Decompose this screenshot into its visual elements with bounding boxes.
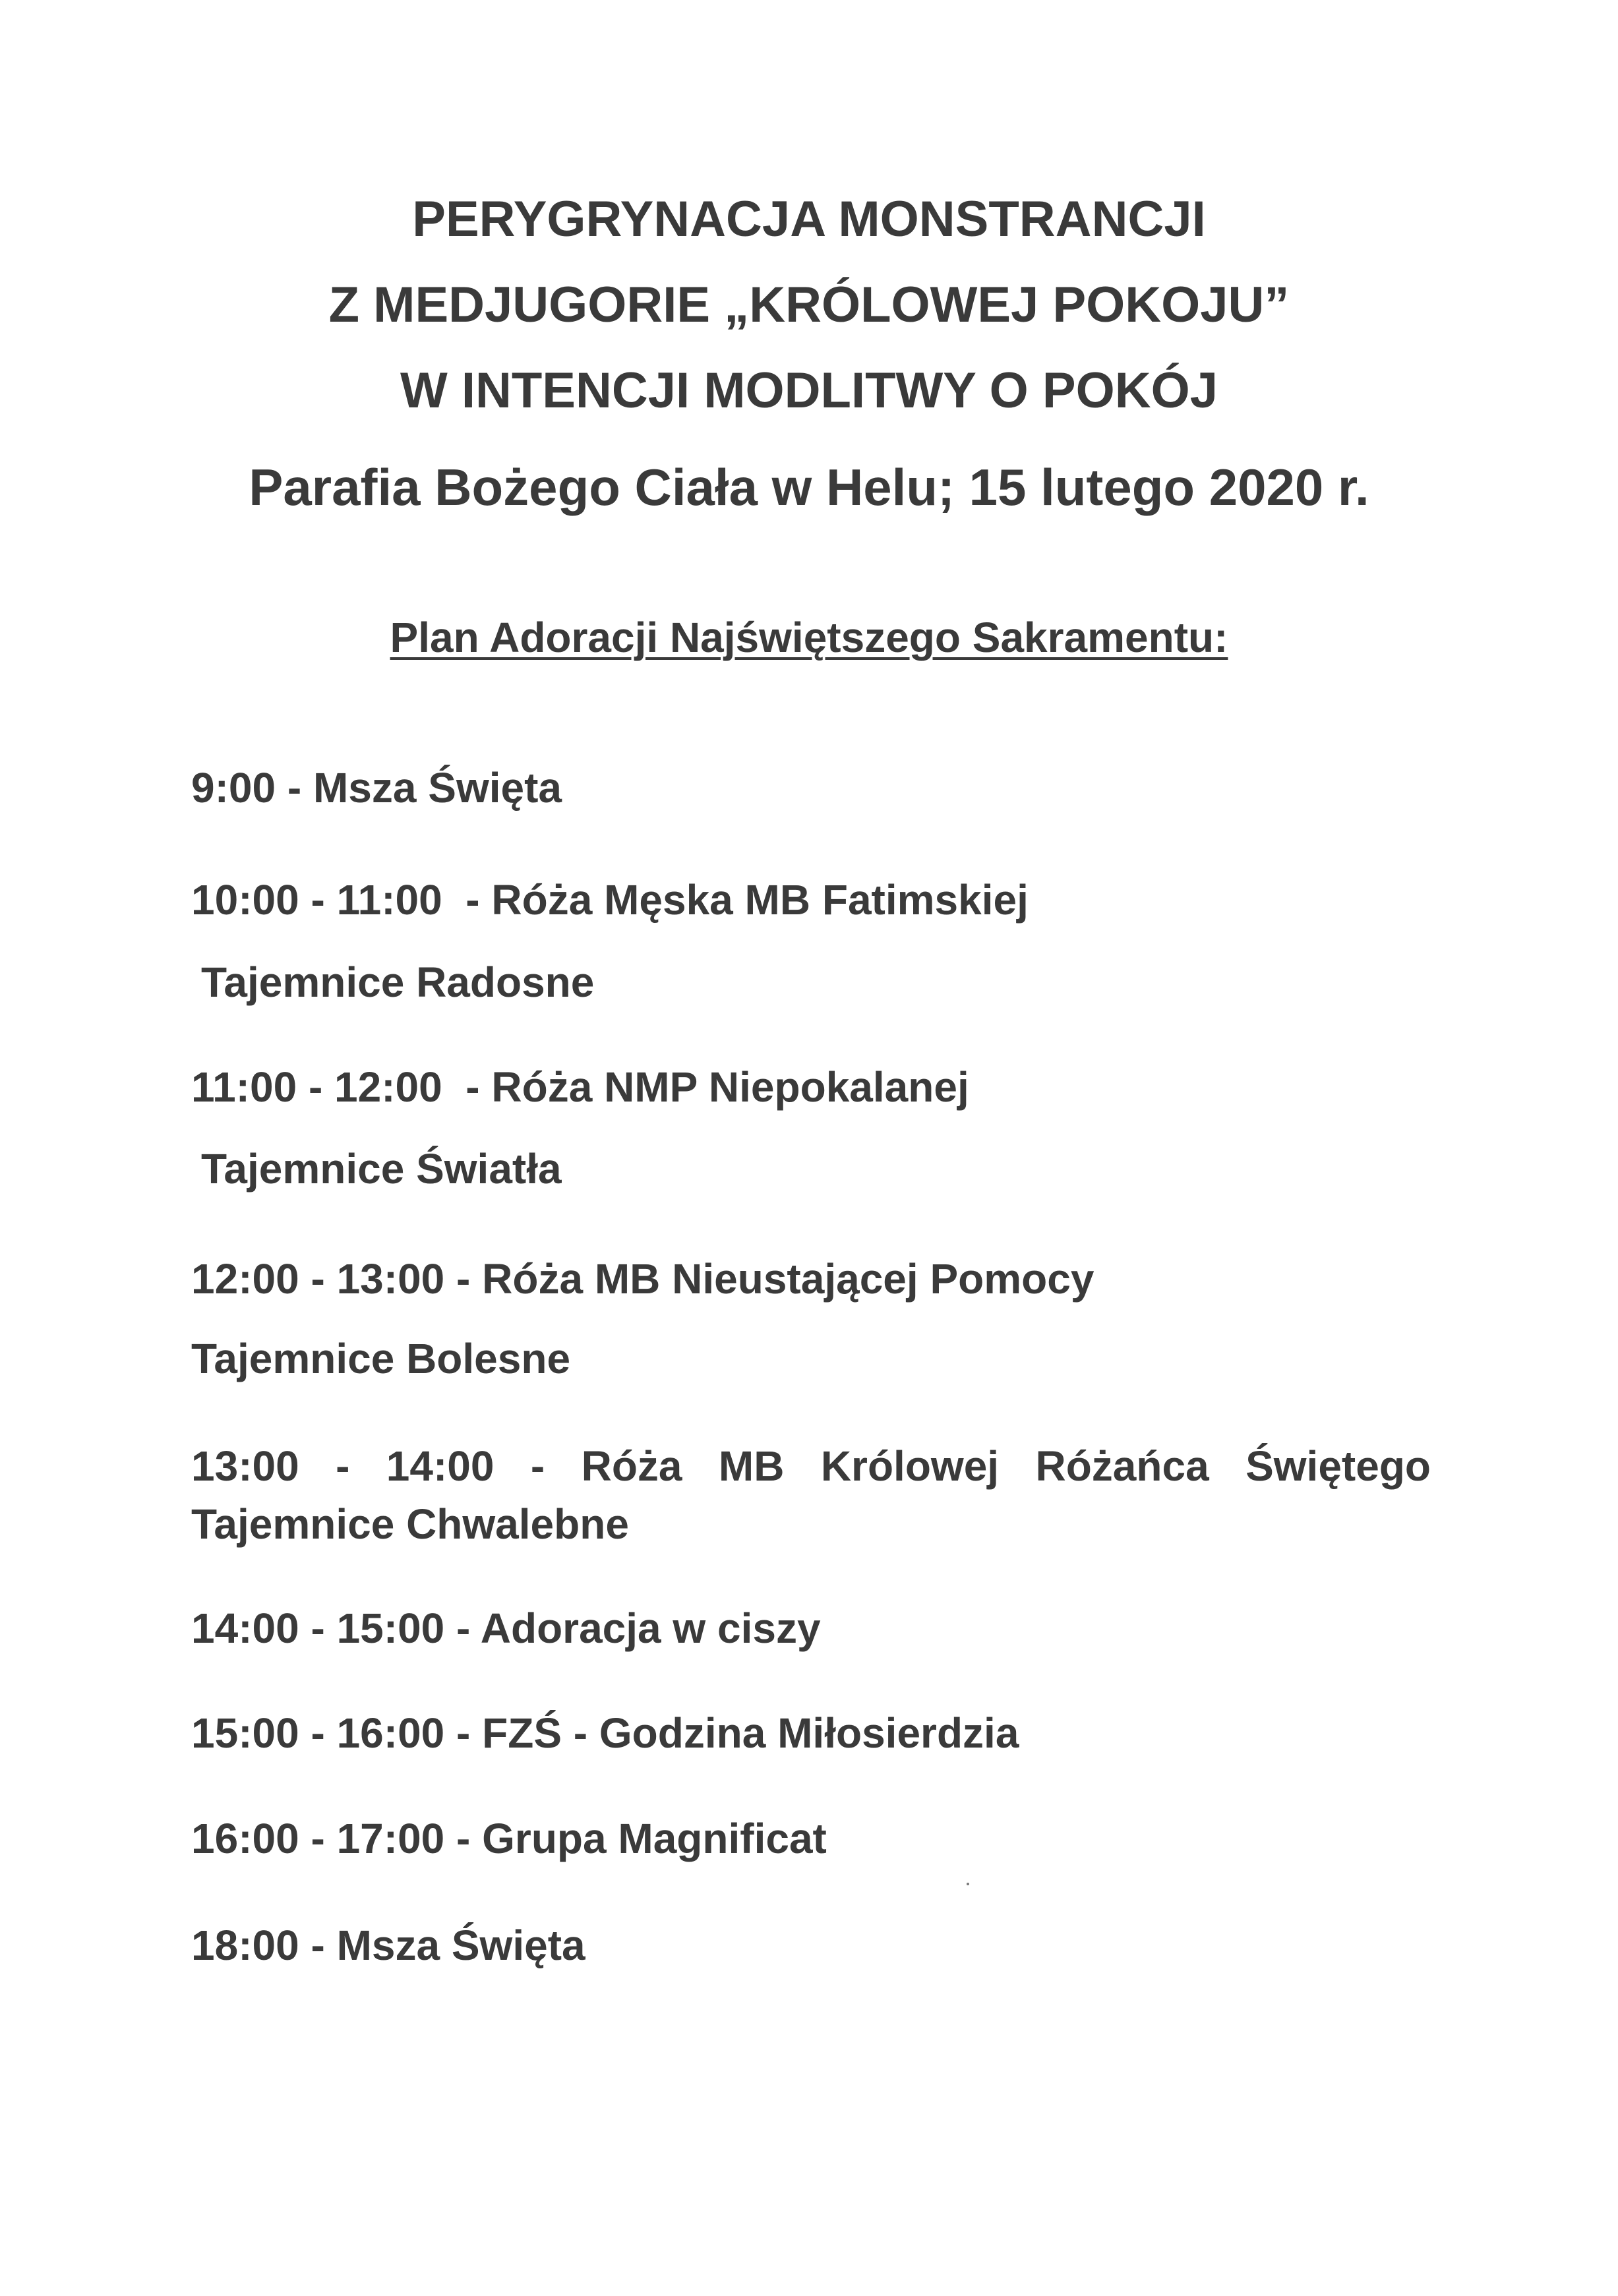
scan-speck (967, 1883, 969, 1885)
plan-heading: Plan Adoracji Najświętszego Sakramentu: (390, 614, 1228, 661)
parish-date-line: Parafia Bożego Ciała w Helu; 15 lutego 2020 r. (249, 458, 1369, 516)
schedule-line: 9:00 - Msza Święta (191, 764, 562, 811)
title-line-1: PERYGRYNACJA MONSTRANCJI (412, 191, 1206, 247)
schedule-line: 16:00 - 17:00 - Grupa Magnificat (191, 1815, 827, 1862)
title-line-3: W INTENCJI MODLITWY O POKÓJ (400, 363, 1218, 419)
schedule-line: 14:00 - 15:00 - Adoracja w ciszy (191, 1604, 821, 1652)
title-line-2: Z MEDJUGORIE „KRÓLOWEJ POKOJU” (328, 277, 1290, 333)
schedule-subline: Tajemnice Radosne (201, 958, 595, 1006)
schedule-subline: Tajemnice Światła (201, 1145, 562, 1192)
schedule-line: 15:00 - 16:00 - FZŚ - Godzina Miłosierdzia (191, 1709, 1019, 1757)
schedule-subline: Tajemnice Bolesne (191, 1335, 571, 1382)
schedule-line: 12:00 - 13:00 - Róża MB Nieustającej Pomocy (191, 1255, 1094, 1303)
schedule-line: 18:00 - Msza Święta (191, 1922, 585, 1969)
schedule-line: 11:00 - 12:00 - Róża NMP Niepokalanej (191, 1063, 969, 1111)
schedule-subline: Tajemnice Chwalebne (191, 1500, 629, 1548)
schedule-line: 13:00 - 14:00 - Róża MB Królowej Różańca Świętego (191, 1442, 1431, 1490)
schedule-line: 10:00 - 11:00 - Róża Męska MB Fatimskiej (191, 876, 1029, 924)
